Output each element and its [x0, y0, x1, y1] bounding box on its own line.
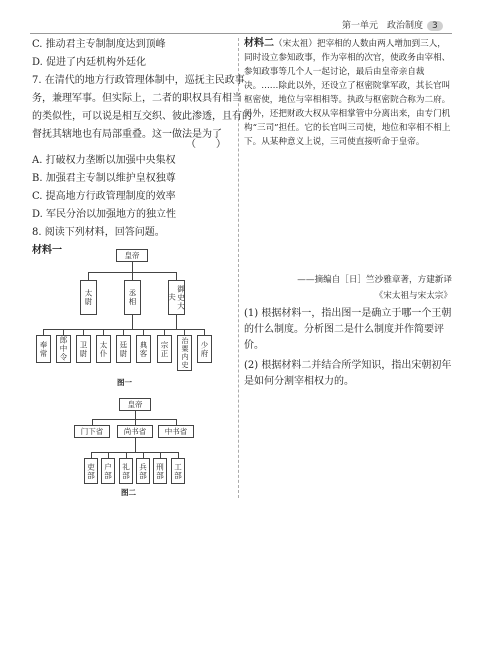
q7-stem-line1: 7. 在清代的地方行政管理体制中，巡抚主民政事 — [32, 75, 245, 86]
page-header — [342, 18, 443, 31]
fig2-bureau-hu: 户部 — [101, 458, 115, 484]
fig1-emperor: 皇帝 — [116, 249, 148, 262]
page-number: 3 — [427, 21, 443, 31]
q7-answer-paren: （ ） — [186, 139, 226, 150]
q7-stem-line4: 督抚其辖地也有局部重叠。这一做法是为了 — [32, 129, 222, 140]
q8-stem: 8. 阅读下列材料，回答问题。 — [32, 227, 165, 238]
q6-option-c: C. 推动君主专制制度达到顶峰 — [32, 39, 166, 50]
fig1-yushi-dafu: 御史大夫 — [168, 280, 185, 315]
q7-stem-line2: 务，兼理军事。但实际上，二者的职权具有相当 — [32, 93, 242, 104]
subquestion-1: (1) 根据材料一，指出图一是确立于哪一个王朝的什么制度。分析图二是什么制度并作简要评价。 — [244, 308, 452, 351]
fig2-bureau-bing: 兵部 — [136, 458, 150, 484]
column-divider — [238, 38, 239, 498]
header-rule — [30, 33, 452, 34]
material2-text: （宋太祖）把宰相的人数由两人增加到三人，同时设立参知政事，作为宰相的次官，使政务由宰相、参知政事等几个人一起讨论，最后由皇帝亲自裁决。……除此以外，还设立了枢密院掌军政，其长官叫枢密使，地位与宰相相等。执政与枢密院合称为二府。另外，还把财政大权从宰相掌管中分离出来，由专门机构“三司”担任。它的长官叫三司使，地位和宰相不相上下。从某种意义上说，三司使直接听命于皇帝。 — [244, 39, 451, 147]
fig2-bureau-li-rites: 礼部 — [119, 458, 133, 484]
q7-option-d: D. 军民分治以加强地方的独立性 — [32, 209, 177, 220]
fig2-emperor: 皇帝 — [119, 398, 151, 411]
q7-option-c: C. 提高地方行政管理制度的效率 — [32, 191, 176, 202]
fig2-shangshu-sheng: 尚书省 — [117, 425, 153, 438]
fig1-minister-zongzheng: 宗正 — [157, 335, 172, 363]
q7-option-a: A. 打破权力垄断以加强中央集权 — [32, 155, 176, 166]
q6-option-d: D. 促进了内廷机构外廷化 — [32, 57, 147, 68]
unit-title: 第一单元 政治制度 — [342, 21, 424, 31]
fig1-minister-langzhongling: 郎中令 — [56, 335, 71, 363]
material2-label: 材料二 — [244, 38, 274, 49]
fig2-zhongshu-sheng: 中书省 — [158, 425, 194, 438]
fig1-minister-weiwei: 卫尉 — [76, 335, 91, 363]
fig1-minister-zhisu-neishi: 治粟内史 — [177, 335, 192, 371]
fig1-minister-dianke: 典客 — [136, 335, 151, 363]
material2-block — [244, 37, 452, 149]
q7-stem-line3: 的类似性，可以说是相互交织、彼此渗透，且有的 — [32, 111, 252, 122]
material2-source-author: ——摘编自［日］竺沙雅章著，方建新译 — [297, 275, 452, 285]
fig2-bureau-gong: 工部 — [171, 458, 185, 484]
fig1-minister-fengchang: 奉常 — [36, 335, 51, 363]
fig1-chengxiang: 丞相 — [124, 280, 141, 315]
fig1-minister-tingwei: 廷尉 — [116, 335, 131, 363]
fig1-caption: 图一 — [117, 378, 132, 387]
fig2-bureau-li-personnel: 吏部 — [84, 458, 98, 484]
material2-source-book: 《宋太祖与宋太宗》 — [374, 291, 452, 301]
q7-option-b: B. 加强君主专制以维护皇权独尊 — [32, 173, 176, 184]
fig2-caption: 图二 — [121, 488, 136, 497]
fig1-minister-shaofu: 少府 — [197, 335, 212, 363]
subquestion-2: (2) 根据材料二并结合所学知识，指出宋朝初年是如何分割宰相权力的。 — [244, 360, 452, 387]
fig1-minister-taipu: 太仆 — [96, 335, 111, 363]
material1-label: 材料一 — [32, 245, 62, 256]
fig2-menxia-sheng: 门下省 — [74, 425, 110, 438]
fig1-taiwei: 太尉 — [80, 280, 97, 315]
fig2-bureau-xing: 刑部 — [153, 458, 167, 484]
